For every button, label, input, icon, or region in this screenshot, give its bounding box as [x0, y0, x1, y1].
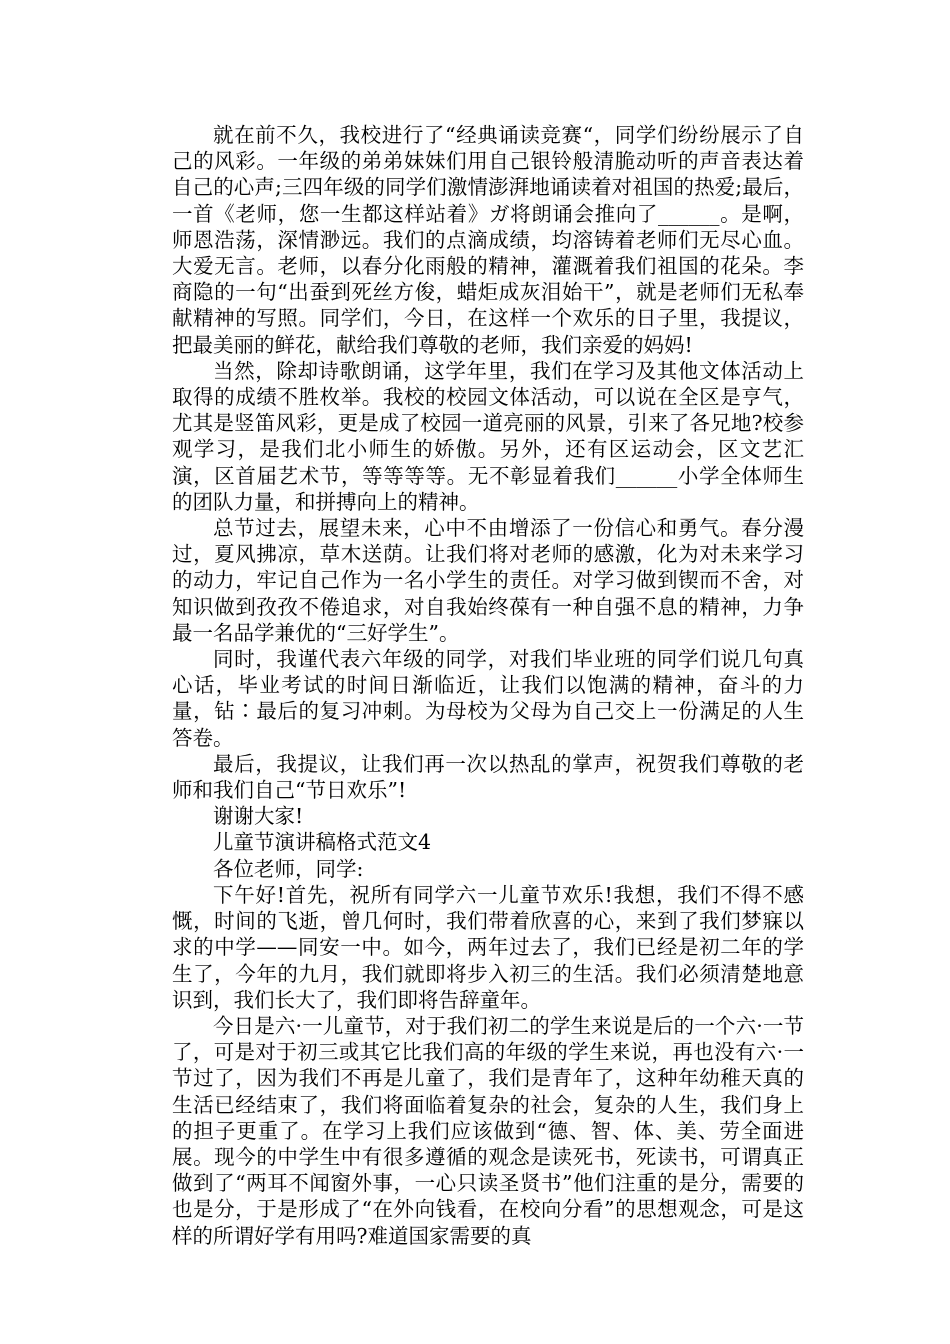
- paragraph-6: 下午好!首先，祝所有同学六一儿童节欢乐!我想，我们不得不感慨，时间的飞逝，曾几何时，我们带着欣喜的心，来到了我们梦寐以求的中学——同安一中。如今，两年过去了，我们已经是初二年的学生了，今年的九月，我们就即将步入初三的生活。我们必须清楚地意识到，我们长大了，我们即将告辞童年。: [172, 882, 804, 1012]
- paragraph-2: 当然，除却诗歌朗诵，这学年里，我们在学习及其他文体活动上取得的成绩不胜枚举。我校的校园文体活动，可以说在全区是亨气，尤其是竖笛风彩，更是成了校园一道亮丽的风景，引来了各兄地?校参观学习，是我们北小师生的娇傲。另外，还有区运动会，区文艺汇演，区首届艺术节，等等等等。无不彰显着我们______小学全体师生的团队力量，和拼搏向上的精神。: [172, 358, 804, 514]
- section-title: 儿童节演讲稿格式范文4: [213, 830, 432, 855]
- paragraph-thanks: 谢谢大家!: [213, 804, 304, 829]
- paragraph-3: 总节过去，展望未来，心中不由增添了一份信心和勇气。春分漫过，夏风拂凉，草木送荫。让我们将对老师的感激，化为对未来学习的动力，牢记自己作为一名小学生的责任。对学习做到锲而不舍，对知识做到孜孜不倦追求，对自我始终葆有一种自强不息的精神，力争最一名品学兼优的“三好学生”。: [172, 516, 804, 645]
- paragraph-7: 今日是六·一儿童节，对于我们初二的学生来说是后的一个六·一节了，可是对于初三或其它比我们高的年级的学生来说，再也没有六·一节过了，因为我们不再是儿童了，我们是青年了，这种年幼稚天真的生活已经结束了，我们将面临着复杂的社会，复杂的人生，我们身上的担子更重了。在学习上我们应该做到“德、智、体、美、劳全面进展。现今的中学生中有很多遵循的观念是读死书，死读书，可谓真正做到了“两耳不闻窗外事，一心只读圣贤书”他们注重的是分，需要的也是分，于是形成了“在外向钱看，在校向分看”的思想观念，可是这样的所谓好学有用吗?难道国家需要的真: [172, 1013, 804, 1248]
- salutation: 各位老师，同学:: [213, 856, 364, 881]
- paragraph-1: 就在前不久，我校进行了“经典诵读竞赛“，同学们纷纷展示了自己的风彩。一年级的弟弟妹妹们用自己银铃般清脆动听的声音表达着自己的心声;三四年级的同学们激情澎湃地诵读着对祖国的热爱;最后，一首《老师，您一生都这样站着》ガ将朗诵会推向了______。是啊，师恩浩荡，深情渺远。我们的点滴成绩，均溶铸着老师们无尽心血。大爱无言。老师，以春分化雨般的精神，灌溉着我们祖国的花朵。李商隐的一句“出蚕到死丝方俊，蜡炬成灰泪始干”，就是老师们无私奉献精神的写照。同学们，今日，在这样一个欢乐的日子里，我提议，把最美丽的鲜花，献给我们尊敬的老师，我们亲爱的妈妈!: [172, 123, 804, 357]
- paragraph-5: 最后，我提议，让我们再一次以热乱的掌声，祝贺我们尊敬的老师和我们自己“节日欢乐”!: [172, 751, 804, 803]
- paragraph-4: 同时，我谨代表六年级的同学，对我们毕业班的同学们说几句真心话，毕业考试的时间日渐临近，让我们以饱满的精神，奋斗的力量，钻∶最后的复习冲刺。为母校为父母为自己交上一份满足的人生答卷。: [172, 647, 804, 750]
- document-page: [172, 122, 804, 1249]
